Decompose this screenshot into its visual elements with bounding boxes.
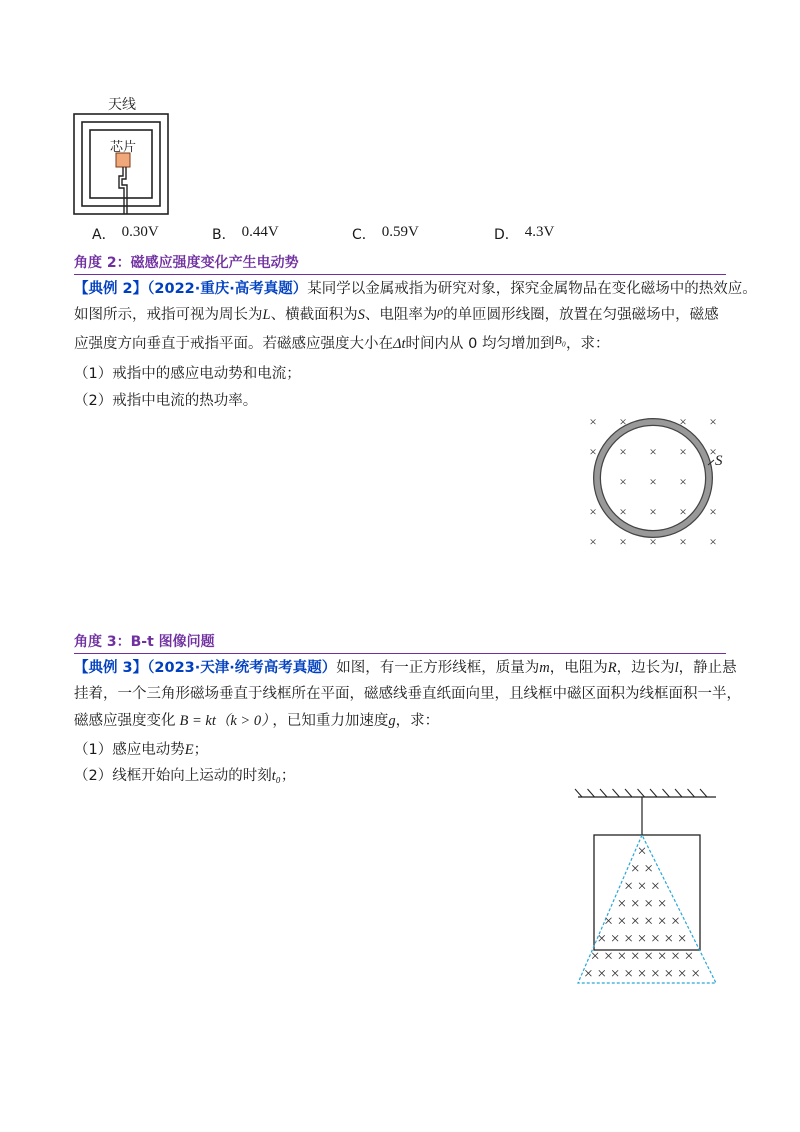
field-x-mark: × [603, 948, 614, 965]
field-x-mark: × [597, 965, 607, 983]
section2-line2 [74, 305, 719, 325]
field-x-mark: × [657, 948, 667, 965]
field-x-mark: × [709, 444, 717, 459]
field-x-mark: × [650, 965, 660, 983]
section3-question1 [74, 740, 208, 760]
field-x-mark: × [644, 860, 654, 878]
field-x-mark: × [619, 414, 627, 429]
section2-line2-c: 、电阻率为 [364, 307, 438, 323]
option-a-value: 0.30V [121, 224, 159, 240]
section2-line3-a: 应强度方向垂直于戒指平面。若磁感应强度大小在 [74, 336, 393, 352]
var-l: l [674, 660, 679, 676]
field-marks-group [589, 414, 716, 549]
field-x-mark: × [679, 444, 687, 459]
hatch-line [638, 789, 645, 797]
field-x-mark: × [637, 930, 647, 948]
section3-heading: 角度 3：B-t 图像问题 [74, 634, 215, 650]
field-x-mark: × [617, 913, 627, 930]
field-x-mark: × [664, 930, 674, 948]
field-x-mark: × [617, 895, 627, 913]
hanging-frame-figure [570, 780, 730, 990]
hatch-line [613, 789, 620, 797]
hatch-line [688, 789, 695, 797]
option-d-value: 4.3V [524, 224, 555, 240]
field-x-mark: × [589, 444, 597, 459]
field-x-mark: × [619, 504, 627, 519]
field-x-mark: × [644, 913, 654, 930]
section3-line3-c: ，求： [395, 713, 440, 729]
hatch-line [600, 789, 607, 797]
field-x-mark: × [630, 913, 640, 930]
field-x-mark: × [649, 474, 657, 489]
section2-line1-text: 某同学以金属戒指为研究对象，探究金属物品在变化磁场中的热效应。 [307, 281, 757, 297]
field-x-mark: × [679, 504, 687, 519]
field-x-mark: × [619, 534, 627, 549]
var-g: g [388, 713, 396, 729]
field-x-mark: × [691, 965, 701, 983]
field-x-mark: × [679, 534, 687, 549]
section2-line2-b: 、横截面积为 [270, 307, 358, 323]
antenna-chip-drawing [70, 110, 180, 220]
antenna-label: 天线 [108, 97, 136, 113]
section3-line1-c: ，边长为 [616, 660, 675, 676]
field-x-mark: × [664, 965, 674, 983]
field-x-mark: × [649, 444, 657, 459]
example2-source: （2022·重庆·高考真题） [147, 281, 308, 297]
var-S: S [357, 307, 365, 323]
field-x-mark: × [644, 948, 654, 965]
field-x-mark: × [589, 534, 597, 549]
field-x-mark: × [670, 948, 681, 965]
option-d-letter: D． [494, 227, 519, 243]
field-x-mark: × [590, 948, 600, 965]
section2-question2: （2）戒指中电流的热功率。 [74, 393, 258, 409]
field-x-mark: × [589, 504, 597, 519]
section2-heading: 角度 2：磁感应强度变化产生电动势 [74, 255, 299, 271]
section3-heading-rule [74, 653, 726, 654]
option-c-letter: C． [352, 227, 376, 243]
field-x-mark: × [630, 860, 640, 878]
section3-line1-a: 如图，有一正方形线框，质量为 [336, 660, 540, 676]
field-x-mark: × [624, 878, 634, 895]
var-m: m [539, 660, 550, 676]
field-x-mark: × [583, 965, 593, 983]
field-x-mark: × [677, 930, 687, 948]
section3-q1-b: ； [193, 742, 209, 758]
field-x-mark: × [617, 948, 627, 965]
field-x-mark: × [597, 930, 607, 948]
field-x-mark: × [603, 913, 614, 930]
option-b[interactable] [212, 224, 279, 244]
section2-heading-rule [74, 274, 726, 275]
ring-in-field-figure [580, 405, 730, 550]
option-d[interactable] [494, 224, 554, 244]
field-x-mark: × [709, 414, 717, 429]
hatch-line [700, 789, 707, 797]
s-label: S [715, 453, 723, 469]
option-c-value: 0.59V [381, 224, 419, 240]
option-c[interactable] [352, 224, 419, 244]
field-x-mark: × [684, 948, 694, 965]
ceiling-hatch [575, 789, 716, 797]
field-x-mark: × [709, 504, 717, 519]
antenna-chip-figure [70, 92, 180, 217]
section2-line3 [74, 334, 610, 354]
field-x-mark: × [649, 504, 657, 519]
hatch-line [575, 789, 582, 797]
var-rho: ρ [437, 304, 444, 318]
option-a-letter: A． [92, 227, 116, 243]
field-x-mark: × [610, 965, 620, 983]
field-x-mark: × [619, 474, 627, 489]
field-x-mark: × [630, 948, 640, 965]
var-B0: B₀ [554, 333, 567, 347]
formula-b-kt: B = kt（k > 0） [179, 713, 269, 729]
hatch-line [650, 789, 657, 797]
var-delta-t: Δt [393, 336, 406, 352]
section3-line3-a: 磁感应强度变化 [74, 713, 176, 729]
field-x-mark: × [637, 965, 647, 983]
field-x-mark: × [670, 913, 681, 930]
field-x-mark: × [630, 895, 640, 913]
field-x-mark: × [650, 878, 660, 895]
section3-line3 [74, 711, 439, 731]
var-R: R [607, 660, 617, 676]
section2-question1: （1）戒指中的感应电动势和电流； [74, 366, 301, 382]
field-x-mark: × [610, 930, 620, 948]
field-x-mark: × [624, 965, 634, 983]
example3-source: （2023·天津·统考高考真题） [147, 660, 337, 676]
triangle-field-marks [584, 843, 700, 983]
hatch-line [588, 789, 595, 797]
field-x-mark: × [637, 843, 647, 860]
section3-line1-b: ，电阻为 [549, 660, 608, 676]
option-a[interactable] [92, 224, 159, 244]
section3-q1-a: （1）感应电动势 [74, 742, 185, 758]
chip-label: 芯片 [110, 140, 137, 155]
field-x-mark: × [650, 930, 660, 948]
option-b-letter: B． [212, 227, 236, 243]
field-x-mark: × [624, 930, 634, 948]
section2-line3-b: 时间内从 0 均匀增加到 [405, 336, 555, 352]
section3-q2-a: （2）线框开始向上运动的时刻 [74, 768, 272, 784]
var-t0: t₀ [271, 768, 281, 784]
hatch-line [675, 789, 682, 797]
section3-line3-b: ，已知重力加速度 [272, 713, 389, 729]
section2-line3-c: ，求： [566, 336, 610, 352]
var-L: L [262, 307, 271, 323]
example3-tag: 【典例 3】 [74, 660, 148, 676]
section3-line1 [74, 658, 737, 678]
field-x-mark: × [677, 965, 687, 983]
field-x-mark: × [637, 878, 647, 895]
section2-line1 [74, 279, 757, 299]
option-b-value: 0.44V [241, 224, 279, 240]
hatch-line [625, 789, 632, 797]
field-x-mark: × [619, 444, 627, 459]
hatch-line [663, 789, 670, 797]
field-x-mark: × [644, 895, 654, 913]
section3-q2-b: ； [280, 768, 296, 784]
field-x-mark: × [679, 414, 687, 429]
section2-line2-a: 如图所示，戒指可视为周长为 [74, 307, 263, 323]
section3-line2: 挂着，一个三角形磁场垂直于线框所在平面，磁感线垂直纸面向里，且线框中磁区面积为线框面积一半， [74, 686, 741, 702]
section2-line2-d: 的单匝圆形线圈，放置在匀强磁场中，磁感 [443, 307, 719, 323]
field-x-mark: × [589, 414, 597, 429]
section3-line1-d: ，静止悬 [678, 660, 737, 676]
field-x-mark: × [657, 913, 667, 930]
example2-tag: 【典例 2】 [74, 281, 148, 297]
field-x-mark: × [709, 534, 717, 549]
field-x-mark: × [679, 474, 687, 489]
field-x-mark: × [657, 895, 667, 913]
field-x-mark: × [649, 534, 657, 549]
var-E: E [184, 742, 194, 758]
section3-question2 [74, 766, 295, 786]
